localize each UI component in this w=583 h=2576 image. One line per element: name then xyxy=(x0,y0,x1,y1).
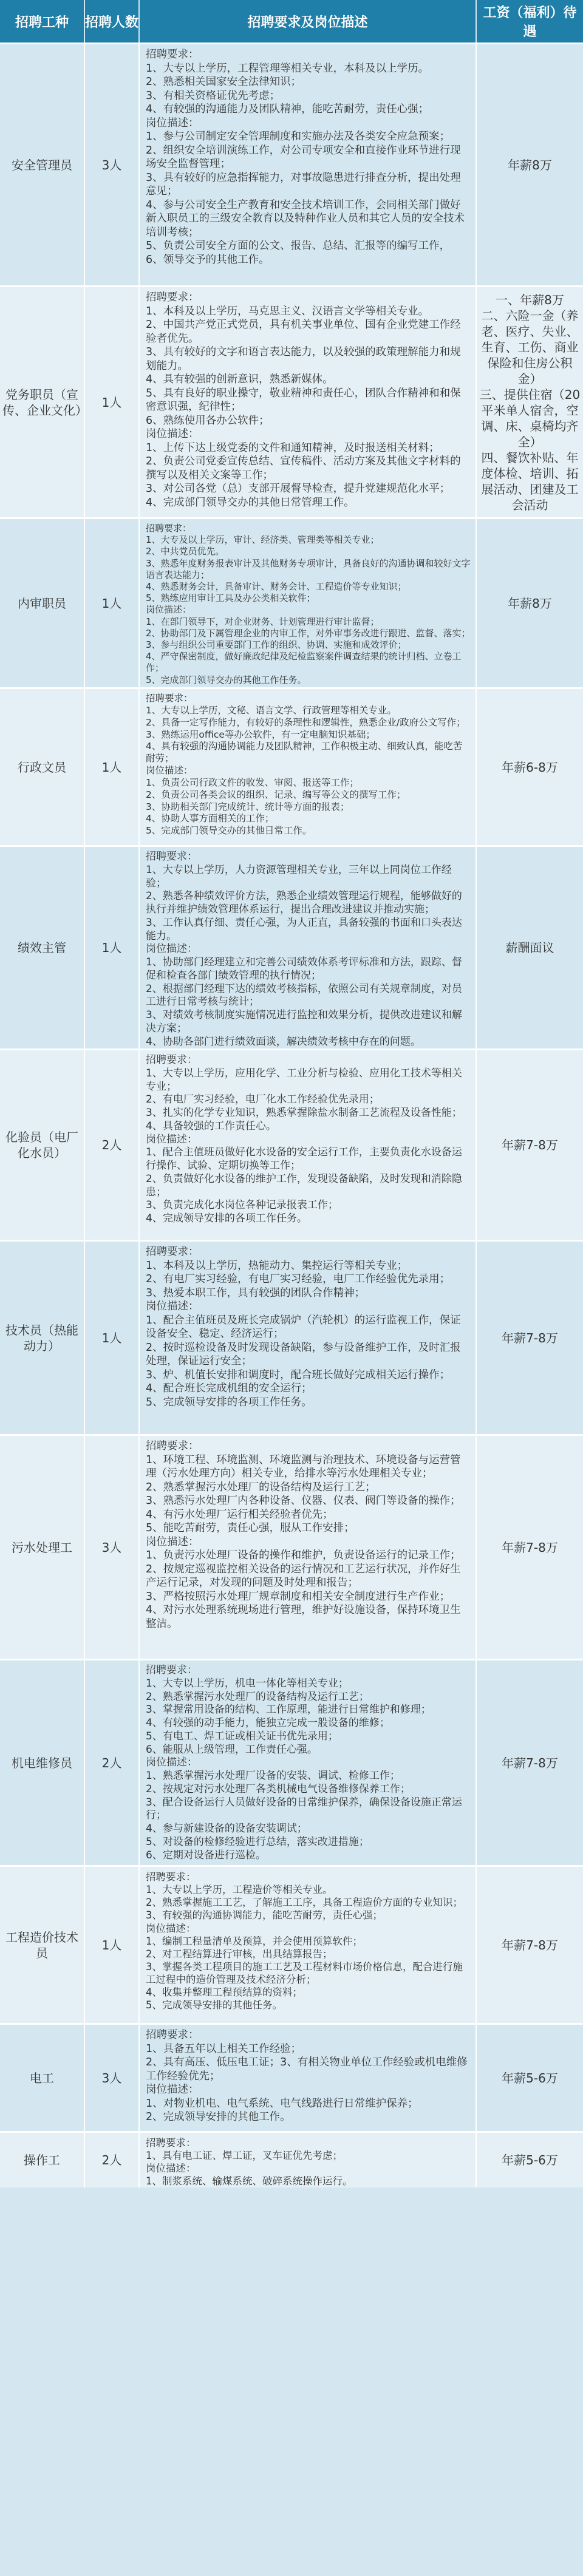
description-line: 5、对设备的检修经验进行总结，落实改进措施； xyxy=(146,1835,369,1848)
description-line: 4、参与公司安全生产教育和安全技术培训工作，会同相关部门做好新入职员工的三级安全教育以及特种作业人员和其它人员的安全技术培训考核； xyxy=(146,199,465,239)
description-line: 1、大专以上学历，人力资源管理相关专业，三年以上同岗位工作经验； xyxy=(146,863,452,889)
description-line: 岗位描述： xyxy=(146,765,193,777)
description-line: 1、本科及以上学历，热能动力、集控运行等相关专业； xyxy=(146,1259,408,1272)
description-line: 5、能吃苦耐劳，责任心强，服从工作安排； xyxy=(146,1522,355,1534)
description-line: 3、掌握各类工程项目的施工工艺及工程材料市场价格信息，配合进行施工过程中的造价管理及技术经济分析； xyxy=(146,1960,463,1985)
header-count: 招聘人数 xyxy=(85,0,140,42)
description-line: 4、有较强的沟通能力及团队精神，能吃苦耐劳，责任心强； xyxy=(146,103,429,115)
description-line: 2、负责公司党委宣传总结、宣传稿件、活动方案及其他文字材料的撰写以及相关文案等工作； xyxy=(146,455,461,481)
description-line: 4、对污水处理系统现场进行管理，维护好设施设备，保持环境卫生整洁。 xyxy=(146,1604,461,1630)
description-line: 4、参与新建设备的设备安装调试； xyxy=(146,1823,307,1835)
table-row xyxy=(0,687,583,845)
description-line: 4、有较强的动手能力，能独立完成一般设备的维修； xyxy=(146,1717,390,1730)
description-line: 1、在部门领导下，对企业财务、计划管理进行审计监督； xyxy=(146,616,380,627)
description-line: 1、熟悉掌握污水处理厂设备的安装、调试、检修工作； xyxy=(146,1770,400,1782)
salary-benefits: 年薪8万 xyxy=(508,596,552,611)
description-line: 2、熟悉掌握污水处理厂的设备结构及运行工艺； xyxy=(146,1481,376,1494)
description-line: 2、按规定巡视监控相关设备的运行情况和工艺运行状况，并作好生产运行记录，对发现的问题及时处理和报告； xyxy=(146,1563,461,1589)
description-line: 1、大专以上学历，工程管理等相关专业，本科及以上学历。 xyxy=(146,62,429,75)
description-line: 5、完成部门领导交办的其他日常工作。 xyxy=(146,825,312,837)
table-row xyxy=(0,285,583,517)
position-title: 电工 xyxy=(0,2025,85,2131)
description-line: 2、有电厂实习经验，有电厂实习经验，电厂工作经验优先录用； xyxy=(146,1273,451,1285)
position-title: 党务职员（宣传、企业文化） xyxy=(0,287,85,517)
salary-benefits: 年薪7-8万 xyxy=(502,1540,558,1555)
job-description xyxy=(140,1050,477,1240)
description-line: 招聘要求： xyxy=(146,1440,199,1452)
description-line: 1、协助部门经理建立和完善公司绩效体系考评标准和方法，跟踪、督促和检查各部门绩效管理的执行情况； xyxy=(146,956,462,982)
description-line: 5、有电工、焊工证或相关证书优先录用； xyxy=(146,1730,338,1742)
header-salary: 工资（福利）待遇 xyxy=(483,5,577,39)
position-title: 技术员（热能动力） xyxy=(0,1242,85,1434)
position-title: 内审职员 xyxy=(0,519,85,687)
description-line: 4、收集并整理工程预结算的资料； xyxy=(146,1986,302,1999)
description-line: 5、完成领导安排的其他任务。 xyxy=(146,1999,282,2011)
job-description xyxy=(140,1660,477,1865)
description-line: 招聘要求： xyxy=(146,291,199,304)
job-description xyxy=(140,1242,477,1434)
header-position: 招聘工种 xyxy=(0,0,85,42)
description-line: 3、熟悉污水处理厂内各种设备、仪器、仪表、阀门等设备的操作； xyxy=(146,1495,461,1507)
description-line: 2、根据部门经理下达的绩效考核指标，依照公司有关规章制度，对员工进行日常考核与统计； xyxy=(146,982,462,1008)
headcount: 1人 xyxy=(85,1867,140,2023)
description-line: 3、炉、机值长安排和调度时，配合班长做好完成相关运行操作； xyxy=(146,1368,451,1381)
description-line: 1、大专以上学历，应用化学、工业分析与检验、应用化工技术等相关专业； xyxy=(146,1067,462,1093)
headcount: 1人 xyxy=(85,519,140,687)
header-requirements: 招聘要求及岗位描述 xyxy=(140,0,477,42)
description-line: 岗位描述： xyxy=(146,117,199,129)
description-line: 3、配合设备运行人员做好设备的日常维护保养，确保设备设施正常运行； xyxy=(146,1796,462,1822)
description-line: 2、完成领导安排的其他工作。 xyxy=(146,2111,291,2123)
description-line: 4、完成领导安排的各项工作任务。 xyxy=(146,1212,307,1225)
description-line: 2、具有高压、低压电工证；3、有相关物业单位工作经验或机电维修工作经验优先； xyxy=(146,2056,468,2082)
description-line: 2、按时巡检设备及时发现设备缺陷，参与设备维护工作，及时汇报处理，保证运行安全； xyxy=(146,1341,461,1367)
description-line: 2、具备一定写作能力，有较好的条理性和逻辑性，熟悉企业/政府公文写作； xyxy=(146,716,466,728)
description-line: 3、热爱本职工作，具有较强的团队合作精神； xyxy=(146,1286,366,1299)
description-line: 2、对工程结算进行审核，出具结算报告； xyxy=(146,1948,333,1960)
description-line: 1、大专以上学历，文秘、语言文学、行政管理等相关专业。 xyxy=(146,704,397,716)
description-line: 2、熟悉掌握污水处理厂的设备结构及运行工艺； xyxy=(146,1690,369,1703)
description-line: 6、领导交予的其他工作。 xyxy=(146,253,270,266)
job-description xyxy=(140,1867,477,2023)
description-line: 6、能服从上级管理，工作责任心强。 xyxy=(146,1743,318,1756)
headcount: 1人 xyxy=(85,847,140,1048)
position-title: 安全管理员 xyxy=(0,44,85,285)
job-description xyxy=(140,2025,477,2131)
description-line: 4、熟悉财务会计，具备审计、财务会计、工程造价等专业知识； xyxy=(146,581,407,593)
description-line: 1、本科及以上学历，马克思主义、汉语言文学等相关专业。 xyxy=(146,305,429,318)
description-line: 岗位描述： xyxy=(146,604,192,616)
salary-benefits: 一、年薪8万 二、六险一金（养老、医疗、失业、生育、工伤、商业保险和住房公积金） 三、提供住宿（20平米单人宿舍，空调、床、桌椅均齐全） 四、餐饮补贴、年度体检、培训、拓展活动、团建及工会活动 xyxy=(479,292,581,512)
description-line: 招聘要求： xyxy=(146,2137,196,2149)
table-row xyxy=(0,1865,583,2023)
description-line: 3、严格按照污水处理厂规章制度和相关安全制度进行生产作业； xyxy=(146,1590,451,1603)
description-line: 2、中共党员优先。 xyxy=(146,546,225,557)
description-line: 1、配合主值班员做好化水设备的安全运行工作，主要负责化水设备运行操作、试验、定期切换等工作； xyxy=(146,1146,462,1172)
description-line: 3、工作认真仔细、责任心强，为人正直，具备较强的书面和口头表达能力。 xyxy=(146,916,462,942)
description-line: 4、协助人事方面相关的工作； xyxy=(146,813,274,824)
description-line: 2、中国共产党正式党员，具有机关事业单位、国有企业党建工作经验者优先。 xyxy=(146,319,461,345)
table-row xyxy=(0,2131,583,2187)
description-line: 3、对绩效考核制度实施情况进行监控和效果分析，提供改进建议和解决方案； xyxy=(146,1009,462,1035)
description-line: 岗位描述： xyxy=(146,943,197,956)
job-description xyxy=(140,44,477,285)
description-line: 6、熟练使用各办公软件； xyxy=(146,414,270,427)
description-line: 岗位描述： xyxy=(146,1922,196,1934)
description-line: 4、完成部门领导交办的其他日常管理工作。 xyxy=(146,496,355,509)
description-line: 1、大专以上学历，工程造价等相关专业。 xyxy=(146,1884,333,1896)
position-title: 工程造价技术员 xyxy=(0,1867,85,2023)
description-line: 岗位描述： xyxy=(146,2163,196,2175)
description-line: 3、具有较好的文字和语言表达能力，以及较强的政策理解能力和规划能力。 xyxy=(146,346,461,372)
description-line: 岗位描述： xyxy=(146,428,199,440)
headcount: 1人 xyxy=(85,287,140,517)
headcount: 1人 xyxy=(85,1242,140,1434)
description-line: 岗位描述： xyxy=(146,1535,199,1548)
description-line: 岗位描述： xyxy=(146,1756,197,1769)
job-description xyxy=(140,2133,477,2187)
headcount: 1人 xyxy=(85,689,140,845)
salary-benefits: 年薪6-8万 xyxy=(502,760,558,775)
description-line: 招聘要求： xyxy=(146,523,192,534)
description-line: 1、负责公司行政文件的收发、审阅、报送等工作； xyxy=(146,777,359,788)
position-title: 行政文员 xyxy=(0,689,85,845)
description-line: 2、熟悉各种绩效评价方法，熟悉企业绩效管理运行规程，能够做好的执行并维护绩效管理体系运行，提出合理改进建议并推动实施； xyxy=(146,890,462,916)
table-row xyxy=(0,1434,583,1659)
description-line: 1、负责污水处理厂设备的操作和维护，负责设备运行的记录工作； xyxy=(146,1549,461,1562)
description-line: 招聘要求： xyxy=(146,1246,199,1258)
description-line: 2、负责公司各类会议的组织、记录、编写等公文的撰写工作； xyxy=(146,789,406,800)
description-line: 2、有电厂实习经验，电厂化水工作经验优先录用； xyxy=(146,1093,380,1106)
salary-benefits: 年薪7-8万 xyxy=(502,1937,558,1952)
description-line: 2、按规定对污水处理厂各类机械电气设备维修保养工作； xyxy=(146,1782,411,1795)
headcount: 3人 xyxy=(85,44,140,285)
job-description xyxy=(140,519,477,687)
description-line: 岗位描述： xyxy=(146,2084,199,2096)
position-title: 操作工 xyxy=(0,2133,85,2187)
description-line: 4、具有较强的沟通协调能力及团队精神，工作积极主动、细致认真，能吃苦耐劳； xyxy=(146,741,463,764)
description-line: 5、具有良好的职业操守，敬业精神和责任心，团队合作精神和和保密意识强，纪律性； xyxy=(146,387,461,413)
position-title: 污水处理工 xyxy=(0,1436,85,1659)
salary-benefits: 年薪7-8万 xyxy=(502,1330,558,1345)
description-line: 5、负责公司安全方面的公文、报告、总结、汇报等的编写工作， xyxy=(146,240,451,252)
description-line: 2、协助部门及下属管理企业的内审工作，对外审事务改进行跟进、监督、落实； xyxy=(146,627,471,639)
headcount: 3人 xyxy=(85,2025,140,2131)
job-description xyxy=(140,1436,477,1659)
description-line: 3、扎实的化学专业知识，熟悉掌握除盐水制备工艺流程及设备性能； xyxy=(146,1107,462,1120)
table-row xyxy=(0,42,583,285)
description-line: 1、具备五年以上相关工作经验； xyxy=(146,2042,302,2055)
description-line: 2、熟悉掌握施工工艺，了解施工工序，具备工程造价方面的专业知识； xyxy=(146,1897,463,1909)
table-row xyxy=(0,845,583,1048)
description-line: 招聘要求： xyxy=(146,49,199,61)
description-line: 1、上传下达上级党委的文件和通知精神，及时报送相关材料； xyxy=(146,441,440,454)
description-line: 3、熟练运用office等办公软件，有一定电脑知识基础； xyxy=(146,729,375,740)
description-line: 4、严守保密制度，做好廉政纪律及纪检监察案件调查结果的统计归档、立卷工作； xyxy=(146,651,462,674)
description-line: 3、对公司各党（总）支部开展督导检查，提升党建规范化水平； xyxy=(146,483,451,495)
description-line: 5、熟练应用审计工具及办公类相关软件； xyxy=(146,593,316,604)
job-description xyxy=(140,689,477,845)
description-line: 1、具有电工证、焊工证，叉车证优先考虑； xyxy=(146,2150,343,2162)
description-line: 1、配合主值班员及班长完成锅炉（汽轮机）的运行监视工作，保证设备安全、稳定、经济运行； xyxy=(146,1314,461,1340)
table-header xyxy=(0,0,583,42)
description-line: 4、有污水处理厂运行相关经验者优先； xyxy=(146,1508,333,1521)
description-line: 1、对物业机电、电气系统、电气线路进行日常维护保养； xyxy=(146,2097,418,2110)
description-line: 1、大专以上学历，机电一体化等相关专业； xyxy=(146,1677,349,1690)
salary-benefits: 年薪7-8万 xyxy=(502,1138,558,1152)
description-line: 5、完成部门领导交办的其他工作任务。 xyxy=(146,674,307,685)
description-line: 招聘要求： xyxy=(146,1871,196,1883)
description-line: 招聘要求： xyxy=(146,1664,197,1676)
description-line: 1、环境工程、环境监测、环境监测与治理技术、环境设备与运营管理（污水处理方向）相关专业，给排水等污水处理相关专业； xyxy=(146,1453,461,1480)
description-line: 岗位描述： xyxy=(146,1133,197,1146)
description-line: 3、协助相关部门完成统计、统计等方面的报表； xyxy=(146,801,350,812)
table-row xyxy=(0,1048,583,1240)
table-row xyxy=(0,2023,583,2131)
description-line: 2、组织安全培训演练工作，对公司专项安全和直接作业环节进行现场安全监督管理； xyxy=(146,144,461,170)
description-line: 招聘要求： xyxy=(146,851,197,863)
description-line: 3、有相关资格证优先考虑； xyxy=(146,89,281,102)
description-line: 1、大专及以上学历，审计、经济类、管理类等相关专业； xyxy=(146,534,380,546)
description-line: 6、定期对设备进行巡检。 xyxy=(146,1849,266,1861)
description-line: 岗位描述： xyxy=(146,1300,199,1313)
table-row xyxy=(0,517,583,687)
job-description xyxy=(140,847,477,1048)
position-title: 机电维修员 xyxy=(0,1660,85,1865)
description-line: 4、具备较强的工作责任心。 xyxy=(146,1120,276,1132)
description-line: 4、协助各部门进行绩效面谈，解决绩效考核中存在的问题。 xyxy=(146,1035,421,1048)
description-line: 1、参与公司制定安全管理制度和实施办法及各类安全应急预案； xyxy=(146,131,451,143)
position-title: 化验员（电厂化水员） xyxy=(0,1050,85,1240)
description-line: 3、熟悉年度财务报表审计及其他财务专项审计，具备良好的沟通协调和较好文字语言表达能力； xyxy=(146,557,471,580)
headcount: 2人 xyxy=(85,1050,140,1240)
salary-benefits: 年薪7-8万 xyxy=(502,1755,558,1770)
description-line: 3、参与组织公司重要部门工作的组织、协调、实施和成效评价； xyxy=(146,639,407,651)
description-line: 2、熟悉相关国家安全法律知识； xyxy=(146,76,302,88)
position-title: 绩效主管 xyxy=(0,847,85,1048)
description-line: 1、制浆系统、输煤系统、破碎系统操作运行。 xyxy=(146,2175,353,2187)
description-line: 3、负责完成化水岗位各种记录报表工作； xyxy=(146,1199,338,1212)
description-line: 招聘要求： xyxy=(146,2029,199,2041)
description-line: 3、有较强的沟通协调能力，能吃苦耐劳，责任心强； xyxy=(146,1909,383,1922)
table-row xyxy=(0,1659,583,1865)
job-description xyxy=(140,287,477,517)
job-table-body xyxy=(0,42,583,2187)
description-line: 5、完成领导安排的各项工作任务。 xyxy=(146,1396,312,1409)
headcount: 2人 xyxy=(85,1660,140,1865)
description-line: 2、负责做好化水设备的维护工作，发现设备缺陷，及时发现和消除隐患； xyxy=(146,1172,462,1198)
description-line: 招聘要求： xyxy=(146,693,193,704)
headcount: 3人 xyxy=(85,1436,140,1659)
salary-benefits: 年薪5-6万 xyxy=(502,2153,558,2167)
description-line: 4、具有较强的创新意识，熟悉新媒体。 xyxy=(146,373,333,386)
description-line: 招聘要求： xyxy=(146,1054,197,1066)
description-line: 3、掌握常用设备的结构、工作原理，能进行日常维护和修理； xyxy=(146,1704,431,1716)
headcount: 2人 xyxy=(85,2133,140,2187)
description-line: 1、编制工程量清单及预算，并会使用预算软件； xyxy=(146,1935,363,1947)
salary-benefits: 年薪8万 xyxy=(508,157,552,172)
description-line: 4、配合班长完成机组的安全运行； xyxy=(146,1382,312,1395)
salary-benefits: 年薪5-6万 xyxy=(502,2070,558,2085)
description-line: 3、具有较好的应急指挥能力，对事故隐患进行排查分析，提出处理意见； xyxy=(146,171,461,197)
salary-benefits: 薪酬面议 xyxy=(505,940,554,955)
table-row xyxy=(0,1240,583,1434)
